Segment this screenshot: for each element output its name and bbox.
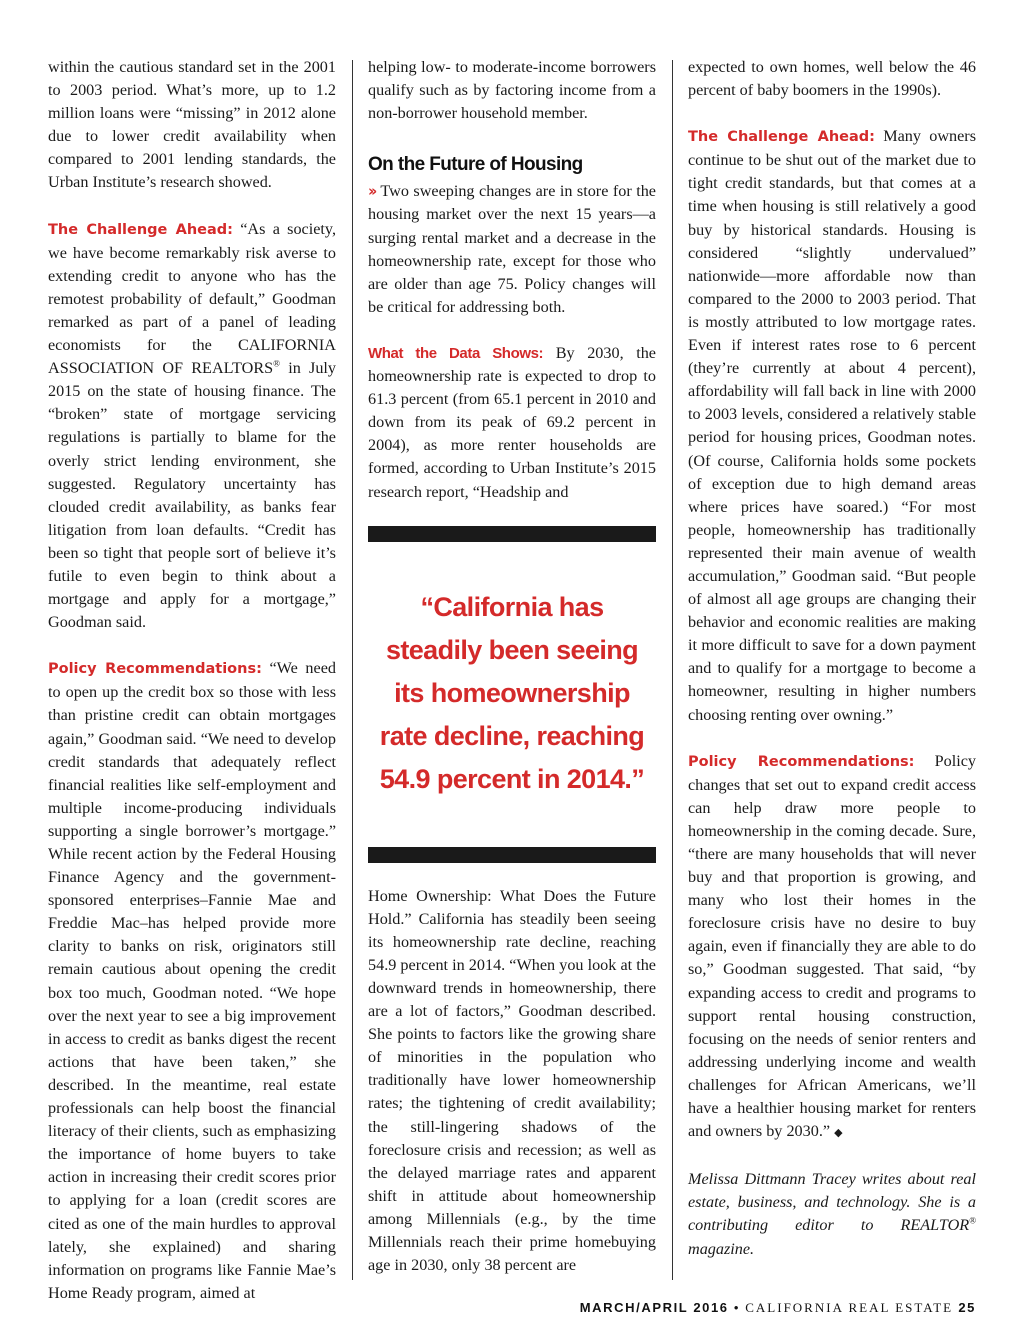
registered-mark: ® [273,358,280,369]
page-number: 25 [958,1300,976,1315]
run-in-heading: What the Data Shows: [368,344,544,362]
footer-bullet: • [733,1300,741,1315]
section-heading: On the Future of Housing [368,154,583,176]
chevron-icon: ›› [368,182,375,201]
run-in-heading: Policy Recommendations: [688,753,915,770]
run-in-heading: The Challenge Ahead: [48,221,233,238]
column-divider [352,60,353,1280]
byline-text: Melissa Dittmann Tracey writes about real estate, business, and technology. She is a contributing editor to REALTOR [688,1170,976,1235]
run-in-heading: The Challenge Ahead: [688,129,875,146]
paragraph-text: Many owners continue to be shut out of the market due to tight credit standards, but that comes at a time when housing is still relatively a good buy by historical standards. Housing is considered “slightly undervalued” nationwide—more affordable now than compared to the 2000 to 2003 period. That is mostly attributed to low mortgage rates. Even if interest rates rose to 6 percent (they’re currently at about 4 percent), affordability will fall back in line with 2000 to 2003 levels, considered a relatively stable period for housing prices, Goodman notes. (Of course, California holds some pockets of exception due to high demand areas where prices have soared.) “For most people, homeownership has traditionally represented their main avenue of wealth accumulation,” Goodman said. “But people of almost all age groups are changing their behavior and economic realities are making it more difficult to save for a down payment and to qualify for a mortgage to become a homeowner, resulting in higher numbers choosing renting over owning.” [688,127,976,724]
article-column-1 [48,56,336,1305]
paragraph [48,657,336,1305]
paragraph: expected to own homes, well below the 46 percent of baby boomers in the 1990s). [688,58,976,100]
publication-name: CALIFORNIA REAL ESTATE [745,1300,954,1315]
paragraph [48,218,336,635]
paragraph [688,750,976,1146]
registered-mark: ® [969,1216,976,1227]
run-in-heading: Policy Recommendations: [48,661,262,678]
paragraph-text: “As a society, we have become remarkably risk averse to extending credit to anyone who has the remotest probability of default,” Goodman remarked as part of a panel of leading economists for the CALIFORNIA ASSOCIATION OF REALTORS [48,219,336,378]
paragraph [688,125,976,726]
byline-text: magazine. [688,1239,755,1258]
pull-quote: “California has steadily been seeing its homeownership rate decline, reaching 54.9 percent in 2014.” [379,591,645,794]
paragraph: helping low- to moderate-income borrowers qualify such as by factoring income from a non-borrower household member. [368,58,656,123]
article-column-3 [688,56,976,1261]
paragraph [368,342,656,504]
issue-date: MARCH/APRIL 2016 [579,1300,729,1315]
column-divider [672,60,673,1280]
paragraph-text: “We need to open up the credit box so those with less than pristine credit can obtain mortgages again,” Goodman said. “We need to develop credit standards that adequately reflect financial realities like self-employment and multiple income-producing individuals supporting a single borrower’s mortgage.” While recent action by the Federal Housing Finance Agency and the government-sponsored enterprises–Fannie Mae and Freddie Mac–has helped provide more clarity to banks on risk, originators still remain cautious about opening the credit box too much, Goodman noted. “We hope over the next year to see a big improvement in access to credit as banks digest the recent actions that have been taken,” she described. In the meantime, real estate professionals can help boost the financial literacy of their clients, such as emphasizing the importance of home buyers to take action in increasing their credit scores prior to applying for a loan (credit scores are cited as one of the main hurdles to approval lately, she explained) and sharing information on programs like Fannie Mae’s Home Ready program, aimed at [48,659,336,1302]
paragraph-text: By 2030, the homeownership rate is expected to drop to 61.3 percent (from 65.1 percent in 2010 and down from its peak of 69.2 percent in 2004), as more renter households are formed, according to Urban Institute’s 2015 research report, “Headship and [368,343,656,501]
pullquote-top-bar [368,526,656,542]
paragraph: Home Ownership: What Does the Future Hold.” California has steadily been seeing its homeownership rate decline, reaching 54.9 percent in 2014. “When you look at the downward trends in homeownership, there are a lot of factors,” Goodman described. She points to factors like the growing share of minorities in the population who traditionally have lower homeownership rates; the tightening of credit availability; the still-lingering shadows of the foreclosure crisis and recession; as well as the delayed marriage rates and apparent shift in attitude about homeownership among Millennials (e.g., by the time Millennials reach their prime homebuying age in 2030, only 38 percent are [368,886,656,1275]
paragraph-text: in July 2015 on the state of housing finance. The “broken” state of mortgage servicing regulations is partially to blame for the overly strict lending environment, she suggested. Regulatory uncertainty has clouded credit availability, as banks fear litigation from loan defaults. “Credit has been so tight that people sort of believe it’s futile to even begin to think about a mortgage and apply for a mortgage,” Goodman said. [48,359,337,632]
article-column-2 [368,56,656,1277]
paragraph: within the cautious standard set in the 2001 to 2003 period. What’s more, up to 1.2 million loans were “missing” in 2012 alone due to lower credit availability when compared to 2001 lending standards, the Urban Institute’s research showed. [48,58,336,192]
paragraph [368,180,656,319]
paragraph-text: Two sweeping changes are in store for the housing market over the next 15 years—a surging rental market and a decrease in the homeownership rate, except for those who are older than age 75. Policy changes will be critical for addressing both. [368,182,656,316]
pullquote-bottom-bar [368,847,656,863]
end-mark-icon: ◆ [834,1127,843,1140]
paragraph-text: Policy changes that set out to expand credit access can help draw more people to homeownership in the coming decade. Sure, “there are many households that will never buy and that proportion is growing, and many who lost their homes in the foreclosure crisis have no desire to buy again, even if financially they are able to do so,” Goodman suggested. That said, “by expanding access to credit and programs to support rental housing construction, focusing on the needs of senior renters and addressing underlying income and wealth challenges for African Americans, we’ll have a healthier housing market for renters and owners by 2030.” [688,751,976,1141]
page-footer [580,1300,976,1316]
author-bio [688,1168,976,1260]
